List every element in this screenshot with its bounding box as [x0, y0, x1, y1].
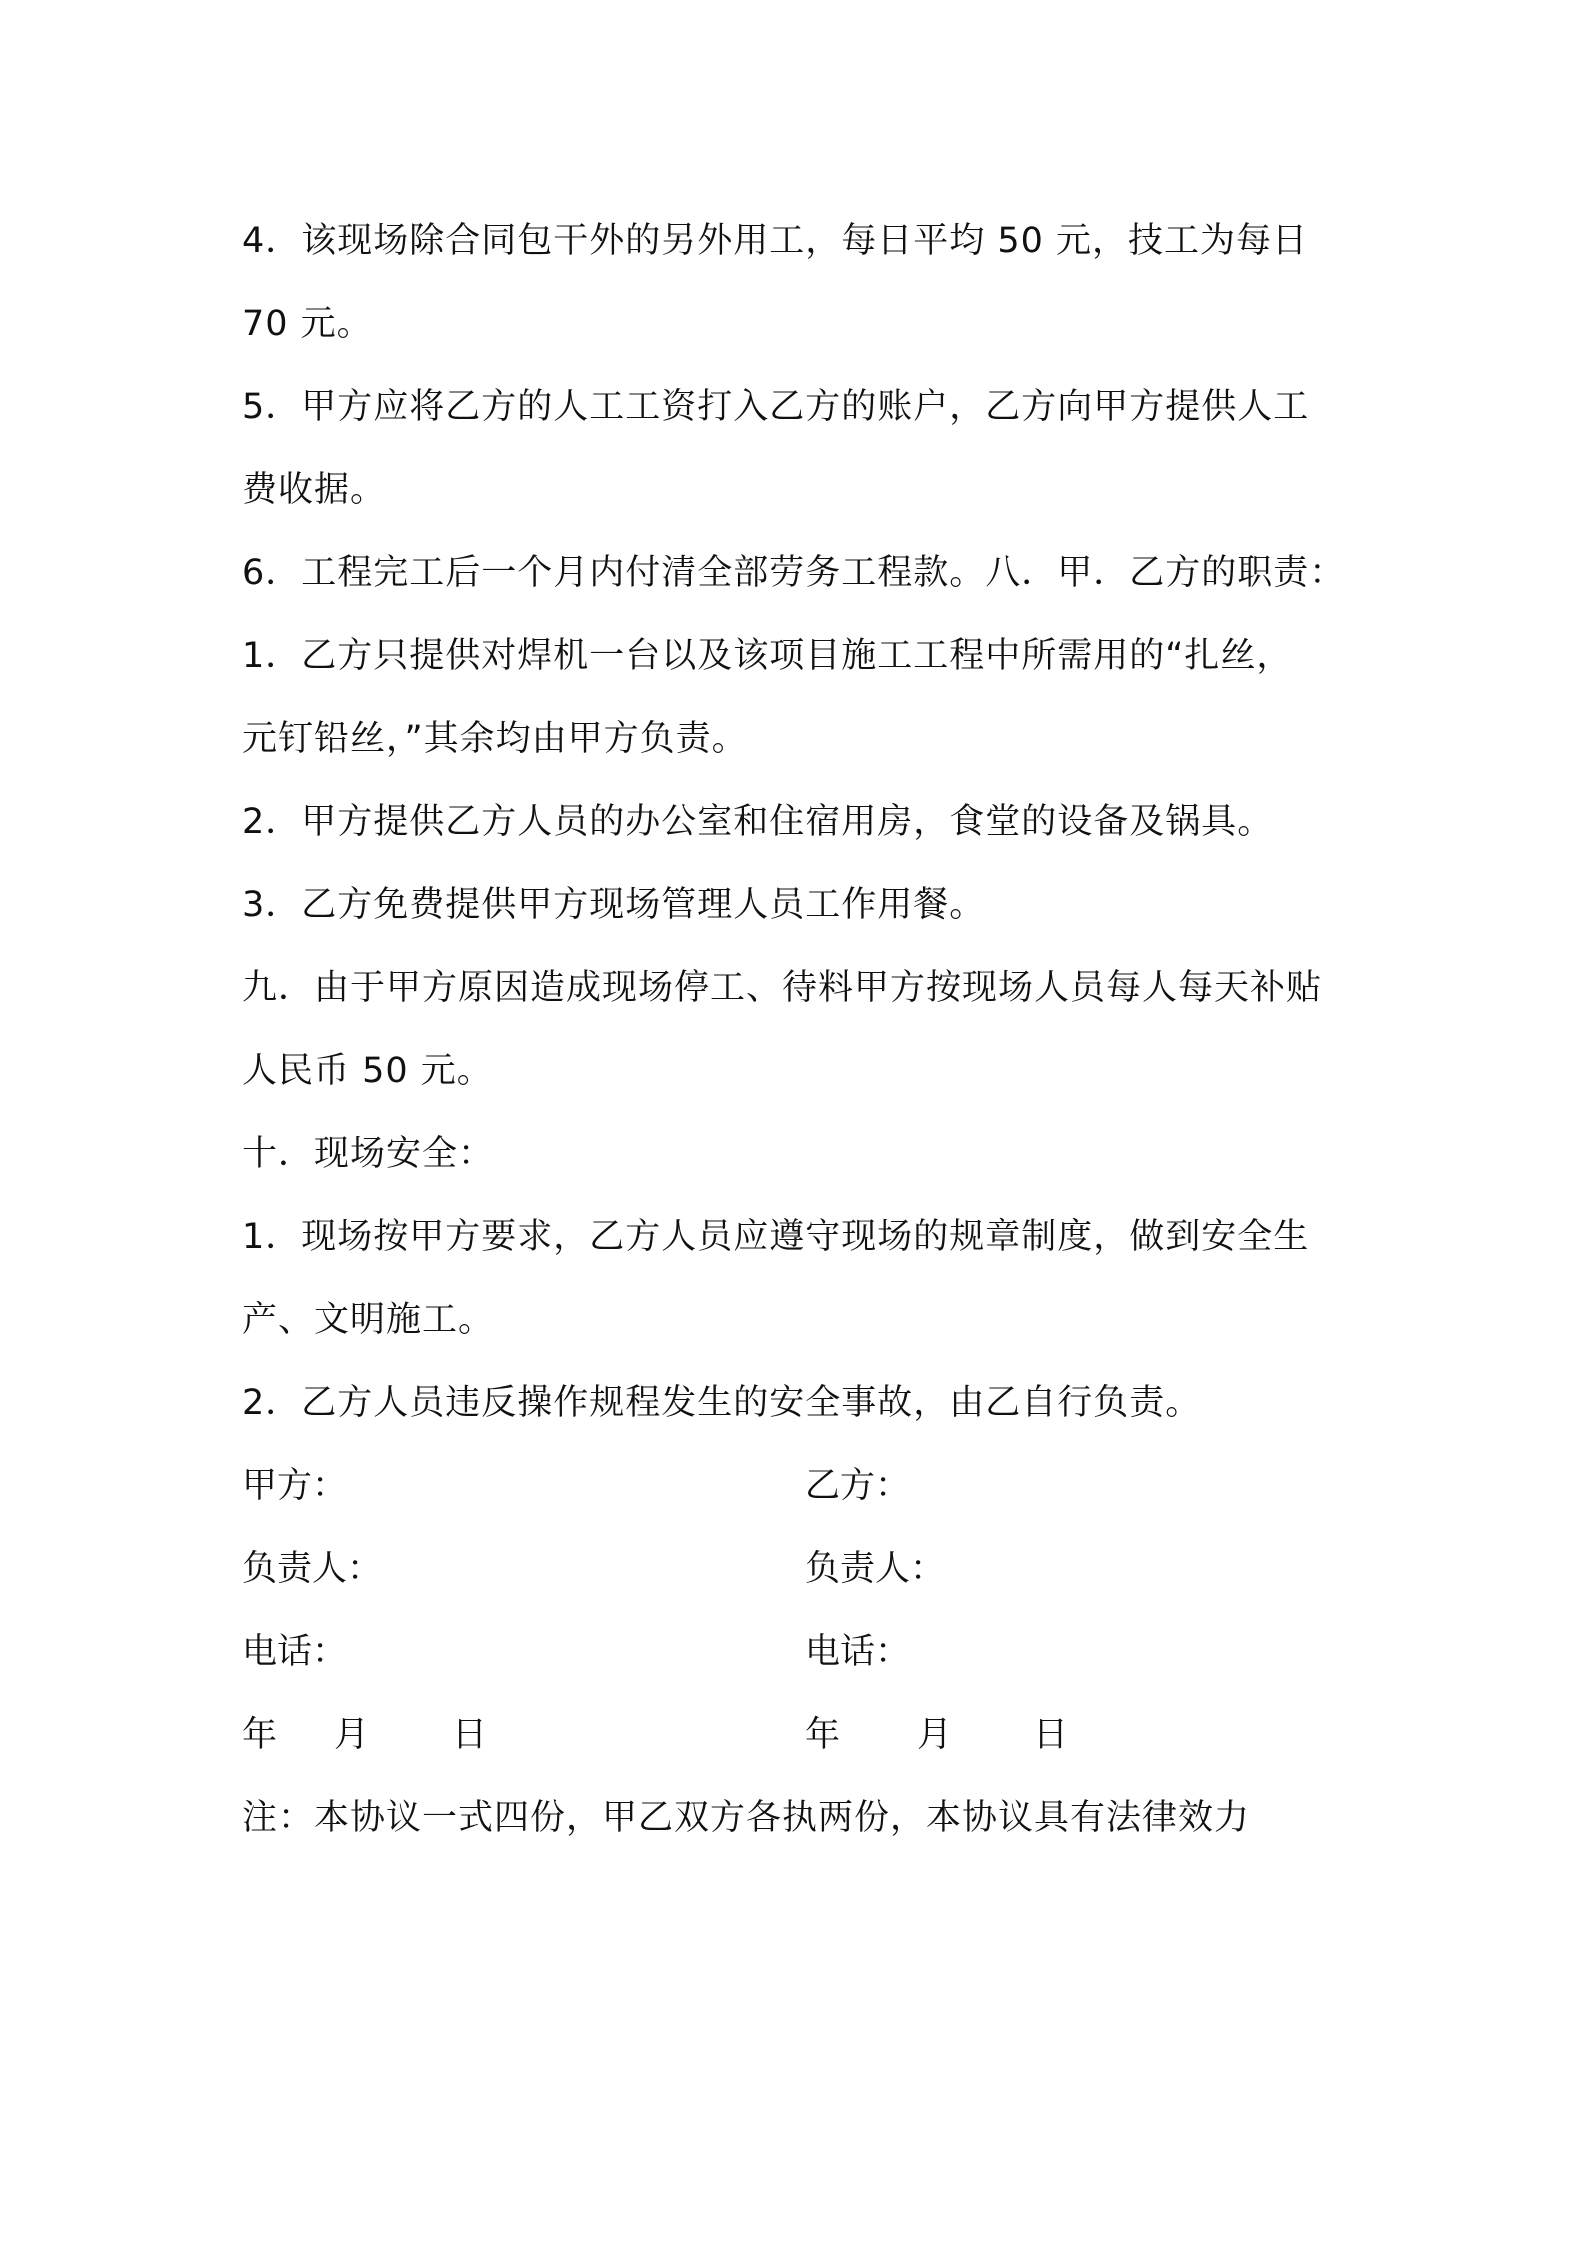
clause-5-line-1: 5．甲方应将乙方的人工工资打入乙方的账户，乙方向甲方提供人工: [242, 387, 1310, 427]
date-b: [805, 1694, 1068, 1777]
duty-1-line-1: 1．乙方只提供对焊机一台以及该项目施工工程中所需用的“扎丝，: [242, 636, 1293, 676]
date-a-day: 日: [452, 1715, 488, 1755]
duty-1-line-2: 元钉铅丝，”其余均由甲方负责。: [242, 719, 748, 759]
phone-a-label: 电话：: [242, 1632, 348, 1672]
person-a-label: 负责人：: [242, 1549, 383, 1589]
clause-6-line: 6．工程完工后一个月内付清全部劳务工程款。八．甲．乙方的职责：: [242, 553, 1346, 593]
signature-row-date: [242, 1694, 1362, 1777]
safety-2-line: 2．乙方人员违反操作规程发生的安全事故，由乙自行负责。: [242, 1383, 1202, 1423]
person-b-label: 负责人：: [805, 1549, 946, 1589]
date-b-year: 年: [805, 1715, 841, 1755]
clause-4-line-2: 70 元。: [242, 304, 373, 344]
party-b-label: 乙方：: [805, 1466, 911, 1506]
section-9-line-1: 九．由于甲方原因造成现场停工、待料甲方按现场人员每人每天补贴: [242, 968, 1323, 1008]
phone-b-label: 电话：: [805, 1632, 911, 1672]
agreement-note: 注：本协议一式四份，甲乙双方各执两份，本协议具有法律效力: [242, 1798, 1251, 1838]
date-a-year: 年: [242, 1715, 278, 1755]
section-9-line-2: 人民币 50 元。: [242, 1051, 493, 1091]
document-body: [242, 200, 1362, 1860]
date-b-day: 日: [1033, 1715, 1069, 1755]
signature-row-phone: [242, 1611, 1362, 1694]
date-a-month: 月: [334, 1715, 370, 1755]
safety-1-line-2: 产、文明施工。: [242, 1300, 495, 1340]
date-b-month: 月: [917, 1715, 953, 1755]
section-10-heading: 十．现场安全：: [242, 1134, 495, 1174]
signature-row-party: [242, 1445, 1362, 1528]
date-a: [242, 1694, 487, 1777]
clause-5-line-2: 费收据。: [242, 470, 387, 510]
party-a-label: 甲方：: [242, 1466, 348, 1506]
safety-1-line-1: 1．现场按甲方要求，乙方人员应遵守现场的规章制度，做到安全生: [242, 1217, 1310, 1257]
clause-4-line-1: 4．该现场除合同包干外的另外用工，每日平均 50 元，技工为每日: [242, 221, 1309, 261]
duty-3-line: 3．乙方免费提供甲方现场管理人员工作用餐。: [242, 885, 986, 925]
signature-row-person: [242, 1528, 1362, 1611]
duty-2-line: 2．甲方提供乙方人员的办公室和住宿用房，食堂的设备及锅具。: [242, 802, 1274, 842]
